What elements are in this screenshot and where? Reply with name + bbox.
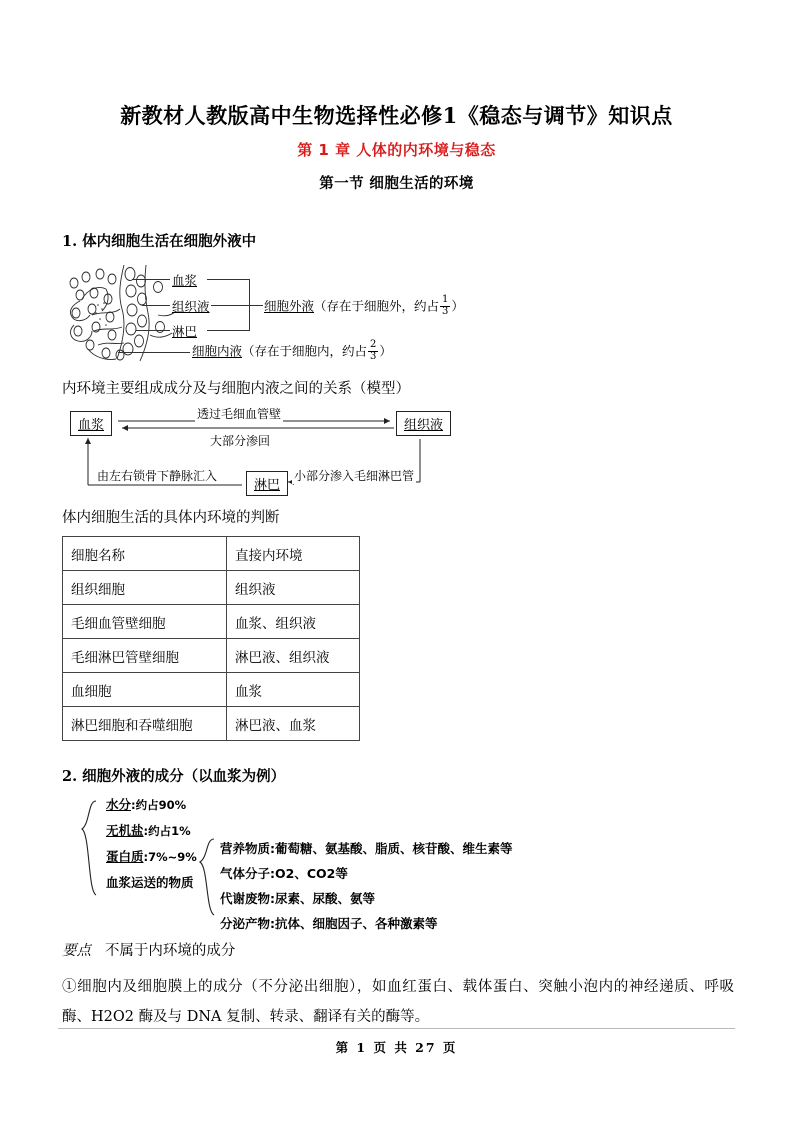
table-cell-env: 组织液 <box>227 571 360 605</box>
table-cell-env: 血浆 <box>227 673 360 707</box>
key-point-title: 不属于内环境的成分 <box>104 943 236 959</box>
internal-environment-table <box>62 536 360 741</box>
table-cell-name: 毛细淋巴管壁细胞 <box>63 639 227 673</box>
table-cell-name: 毛细血管壁细胞 <box>63 605 227 639</box>
composition-water-value: :约占90% <box>131 798 187 812</box>
extracellular-fluid-name: 细胞外液 <box>264 298 315 314</box>
intracellular-fluid-label <box>192 341 392 363</box>
key-point-label: 要点 <box>62 943 91 959</box>
table-cell-env: 淋巴液、血浆 <box>227 707 360 741</box>
table-header-cell-env: 直接内环境 <box>227 537 360 571</box>
composition-sub-nutrients-value: :葡萄糖、氨基酸、脂质、核苷酸、维生素等 <box>270 841 513 856</box>
composition-sub-secretions-value: :抗体、细胞因子、各种激素等 <box>270 916 438 931</box>
label-lymph: 淋巴 <box>172 324 198 339</box>
heading-1: 1. 体内细胞生活在细胞外液中 <box>62 233 257 250</box>
table-cell-env: 血浆、组织液 <box>227 605 360 639</box>
intracellular-fluid-desc-suffix: ） <box>379 343 392 359</box>
table-header-cell-name: 细胞名称 <box>63 537 227 571</box>
composition-sub-secretions <box>220 914 438 932</box>
composition-sub-wastes <box>220 889 375 907</box>
composition-sub-nutrients-name: 营养物质 <box>220 841 271 856</box>
leader-line-tissue <box>142 305 170 306</box>
section-heading: 第一节 细胞生活的环境 <box>319 175 474 192</box>
composition-salt <box>106 821 191 839</box>
table-caption: 体内细胞生活的具体内环境的判断 <box>62 510 280 526</box>
plasma-composition-diagram <box>78 795 548 931</box>
flow-box-lymph-label: 淋巴 <box>254 478 281 493</box>
footer-page-number: 第 1 页 共 27 页 <box>335 1040 458 1055</box>
chapter-heading: 第 1 章 人体的内环境与稳态 <box>297 141 496 159</box>
leader-line-intracellular <box>118 352 190 353</box>
leader-line-lymph <box>136 330 170 331</box>
composition-sub-gases-value: :O2、CO2等 <box>270 866 348 881</box>
table-header-row <box>63 537 360 571</box>
composition-sub-gases <box>220 864 348 882</box>
relation-caption: 内环境主要组成成分及与细胞内液之间的关系（模型） <box>62 381 410 397</box>
intracellular-fraction-numerator: 2 <box>370 339 377 350</box>
composition-sub-wastes-name: 代谢废物 <box>220 891 271 906</box>
composition-protein <box>106 847 197 865</box>
key-point-item-1: ①细胞内及细胞膜上的成分（不分泌出细胞），如血红蛋白、载体蛋白、突触小泡内的神经递质、呼吸酶、H2O2 酶及与 DNA 复制、转录、翻译有关的酶等。 <box>62 979 734 1025</box>
flow-label-into-lymph-capillary: 小部分渗入毛细淋巴管 <box>294 469 415 483</box>
footer-divider <box>58 1028 735 1029</box>
composition-water-name: 水分 <box>106 797 132 812</box>
flow-box-tissue-fluid <box>396 411 451 436</box>
extracellular-fraction-numerator: 1 <box>442 294 449 305</box>
intracellular-fraction <box>368 340 378 362</box>
heading-2: 2. 细胞外液的成分（以血浆为例） <box>62 768 286 785</box>
bracket-bottom <box>207 330 249 331</box>
table-cell-env: 淋巴液、组织液 <box>227 639 360 673</box>
composition-water <box>106 795 186 813</box>
bracket-stem <box>249 305 263 306</box>
table-cell-name: 组织细胞 <box>63 571 227 605</box>
flow-box-plasma <box>70 411 112 436</box>
composition-salt-value: :约占1% <box>143 824 191 838</box>
bracket-top <box>207 279 249 280</box>
composition-protein-value: :7%~9% <box>143 850 197 864</box>
table-row <box>63 673 360 707</box>
composition-sub-gases-name: 气体分子 <box>220 866 271 881</box>
composition-protein-name: 蛋白质 <box>106 849 144 864</box>
intracellular-fluid-name: 细胞内液 <box>192 343 243 359</box>
flow-box-plasma-label: 血浆 <box>78 418 105 433</box>
composition-transported: 血浆运送的物质 <box>106 875 194 890</box>
flow-box-lymph <box>246 471 288 496</box>
document-title: 新教材人教版高中生物选择性必修1《稳态与调节》知识点 <box>120 103 673 128</box>
key-point-heading <box>62 941 235 963</box>
bracket-mid <box>211 305 249 306</box>
composition-sub-wastes-value: :尿素、尿酸、氨等 <box>270 891 376 906</box>
flow-label-through-capillary-wall: 透过毛细血管壁 <box>197 407 282 421</box>
intracellular-fluid-desc-prefix: （存在于细胞内，约占 <box>242 343 368 359</box>
extracellular-fluid-label <box>264 296 464 318</box>
extracellular-fraction <box>440 295 450 317</box>
composition-sub-nutrients <box>220 839 513 857</box>
label-plasma: 血浆 <box>172 273 198 288</box>
composition-sub-secretions-name: 分泌产物 <box>220 916 271 931</box>
flow-box-tissue-fluid-label: 组织液 <box>404 418 444 433</box>
flow-label-mostly-seeps-back: 大部分渗回 <box>210 434 271 448</box>
extracellular-fluid-desc-suffix: ） <box>451 298 464 314</box>
table-row <box>63 605 360 639</box>
table-row <box>63 639 360 673</box>
composition-salt-name: 无机盐 <box>106 823 144 838</box>
capillary-cells-sketch <box>62 265 182 365</box>
internal-environment-flow-diagram <box>60 405 480 497</box>
label-tissue-fluid: 组织液 <box>172 299 210 314</box>
intracellular-fraction-denominator: 3 <box>370 350 377 362</box>
table-cell-name: 淋巴细胞和吞噬细胞 <box>63 707 227 741</box>
table-cell-name: 血细胞 <box>63 673 227 707</box>
leader-line-plasma <box>132 279 170 280</box>
table-row <box>63 571 360 605</box>
table-row <box>63 707 360 741</box>
extracellular-fluid-desc-prefix: （存在于细胞外，约占 <box>314 298 440 314</box>
extracellular-fraction-denominator: 3 <box>442 305 449 317</box>
flow-label-subclavian-vein: 由左右锁骨下静脉汇入 <box>97 469 218 483</box>
